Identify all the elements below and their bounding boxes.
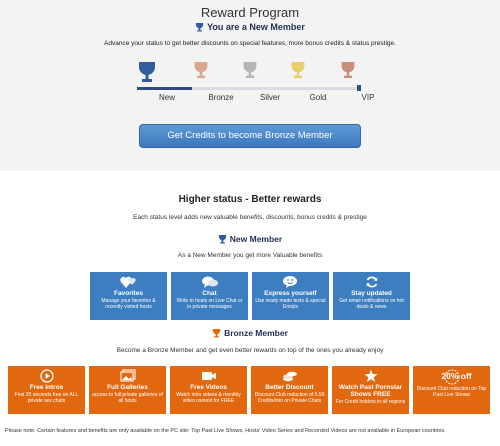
benefits-title: Higher status - Better rewards (178, 194, 322, 205)
new-member-title-text: New Member (229, 234, 283, 244)
gallery-icon (120, 369, 136, 383)
level-silver (230, 60, 280, 102)
level-label: Bronze (208, 93, 234, 102)
level-new (127, 60, 175, 102)
card-title: Free Intros (29, 384, 64, 391)
hearts-icon (120, 275, 138, 289)
card-title: Full Galleries (107, 384, 148, 391)
card-description: Discount Club reduction on Top Past Live Shows (416, 386, 487, 398)
emoji-bubble-icon (282, 275, 300, 289)
trophy-icon (218, 234, 227, 244)
level-label: New (158, 93, 175, 102)
card-stay-updated (333, 272, 410, 320)
status-levels (136, 60, 375, 105)
card-express-yourself (252, 272, 329, 320)
card-chat (171, 272, 248, 320)
new-member-subtitle: As a New Member you get more Valuable benefits (177, 252, 323, 259)
card-title: Free Videos (190, 384, 227, 391)
level-label: Silver (259, 93, 280, 102)
card-free-intros (8, 366, 85, 414)
level-gold (278, 60, 327, 102)
footer-note: Please note: Certain features and benefits are only available on the PC site: Top Past Live Shows, Hosts' Video Series and Recorded Videos are not available in European countries. (5, 428, 446, 434)
chat-bubbles-icon (201, 275, 219, 289)
trophy-icon (193, 60, 209, 80)
bronze-member-title (0, 328, 500, 338)
card-title: Favorites (114, 290, 143, 297)
level-label: VIP (361, 93, 375, 102)
level-bronze (181, 60, 234, 102)
card-favorites (90, 272, 167, 320)
trophy-icon (137, 60, 157, 84)
card-title: Watch Past Pornstar Shows FREE (338, 384, 403, 398)
level-vip (328, 60, 375, 102)
level-label: Gold (309, 93, 327, 102)
bronze-member-title-text: Bronze Member (224, 328, 288, 338)
page-title: Reward Program (200, 5, 300, 20)
new-member-title (0, 234, 500, 244)
trophy-icon (340, 60, 356, 80)
card-title: Chat (202, 290, 217, 297)
card-free-videos (170, 366, 247, 414)
card-title: Stay updated (351, 290, 392, 297)
coins-icon (282, 369, 298, 383)
card-description: For Credit holders in all regions (335, 399, 406, 405)
member-status (0, 22, 500, 32)
card-description: Manage your favorites & recently visited hosts (101, 298, 156, 310)
card-20-percent-off (413, 366, 490, 414)
card-description: Discount Club reduction of 0.50 Credits/min on Private Chats (254, 392, 325, 404)
card-description: Get email notifications on hot deals & news (339, 298, 404, 310)
card-description: access to full private galleries of all hosts (92, 392, 163, 404)
trophy-icon (242, 60, 258, 80)
trophy-icon (290, 60, 306, 80)
progress-end-marker (357, 85, 361, 91)
card-title: 20% off (441, 371, 472, 381)
card-better-discount (251, 366, 328, 414)
card-past-pornstar-shows (332, 366, 409, 414)
video-icon (201, 369, 217, 383)
play-icon (40, 369, 54, 383)
trophy-icon (195, 22, 204, 32)
trophy-icon (212, 328, 221, 338)
card-description: Watch intro videos & monthly video contest for FREE (176, 392, 241, 404)
refresh-icon (365, 275, 379, 289)
card-description: Use ready made texts & special Emojis (255, 298, 326, 310)
progress-segment-new (137, 87, 192, 90)
benefits-subtitle: Each status level adds new valuable benefits, discounts, bonus credits & prestige (133, 214, 367, 221)
intro-text: Advance your status to get better discounts on special features, more bonus credits & status prestige. (104, 40, 396, 47)
bronze-member-subtitle: Become a Bronze Member and get even better rewards on top of the ones you already enjoy (116, 347, 384, 354)
star-badge-icon (364, 369, 378, 383)
card-description: First 20 seconds free on ALL private sex chats (14, 392, 79, 404)
member-status-text: You are a New Member (207, 22, 305, 32)
get-credits-button[interactable]: Get Credits to become Bronze Member (139, 124, 361, 148)
card-title: Better Discount (265, 384, 314, 391)
card-full-galleries (89, 366, 166, 414)
card-description: Write to hosts on Live Chat or in private messages (176, 298, 243, 310)
reward-header-panel (0, 0, 500, 171)
card-title: Express yourself (264, 290, 317, 297)
